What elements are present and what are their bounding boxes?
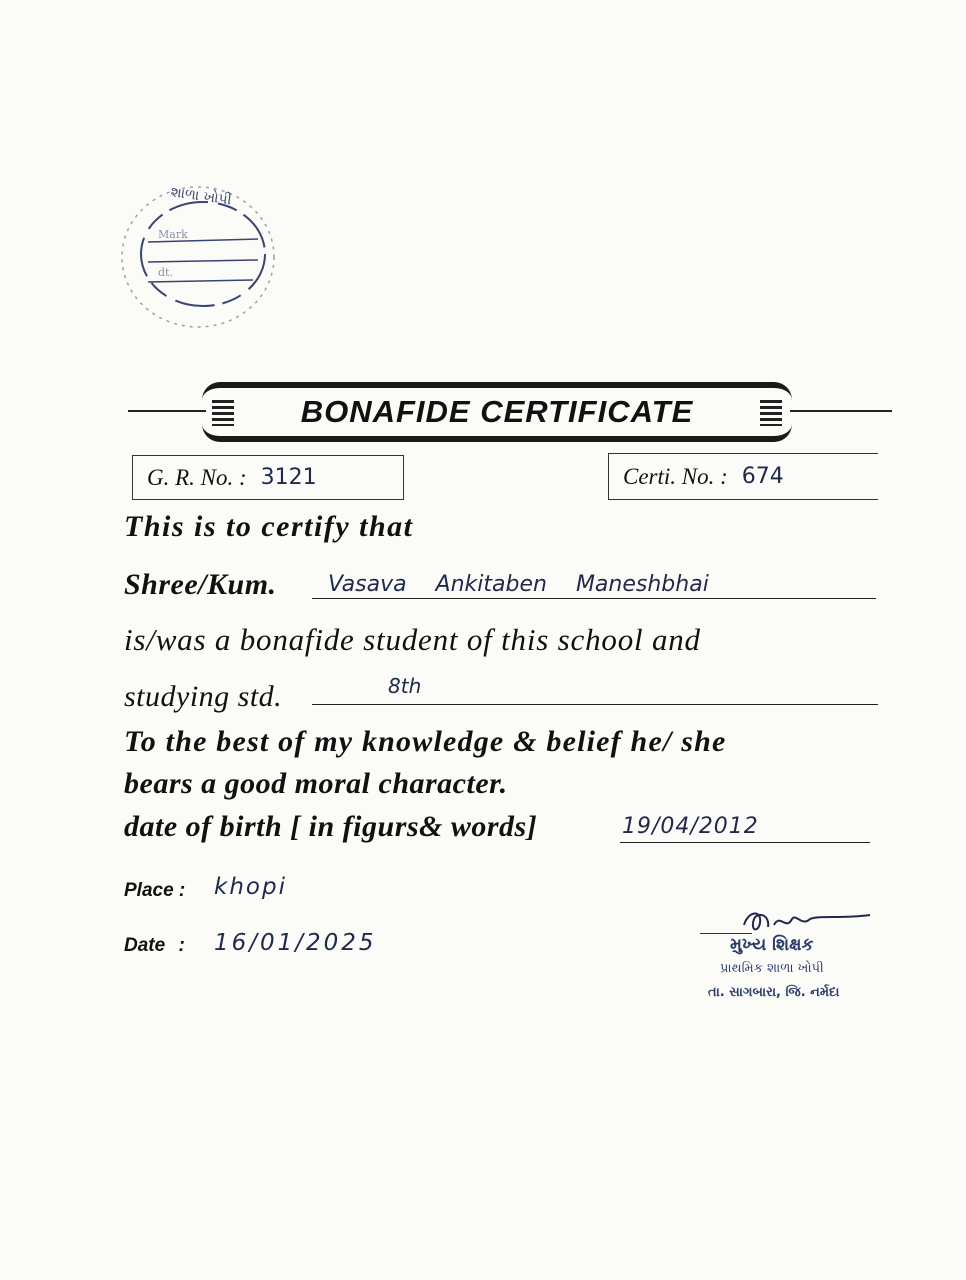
place-label: Place :: [124, 880, 186, 901]
stamp-address: તા. સાગબારા, જિ. નર્મદા: [708, 985, 840, 1000]
seal-inner-bottom: dt.: [158, 266, 173, 279]
knowledge-line: To the best of my knowledge & belief he/ she: [124, 725, 727, 758]
certi-number-value: 674: [741, 464, 784, 489]
std-label: studying std.: [124, 680, 283, 713]
banner-lines-left: [212, 400, 234, 426]
name-label: Shree/Kum.: [124, 568, 277, 601]
certify-line: This is to certify that: [124, 510, 414, 543]
gr-number-label: G. R. No. :: [147, 464, 247, 490]
banner-lines-right: [760, 400, 782, 426]
dob-label: date of birth [ in figurs& words]: [124, 810, 538, 843]
certi-number-box: [608, 453, 878, 500]
place-value: khopi: [214, 874, 287, 900]
std-fill-line: [312, 704, 878, 705]
date-value: 16/01/2025: [214, 930, 377, 956]
title-rule-right: [790, 410, 892, 412]
bonafide-line: is/was a bonafide student of this school and: [124, 622, 701, 657]
date-label: Date :: [124, 935, 185, 956]
dob-value: 19/04/2012: [622, 814, 759, 839]
name-fill-line: [312, 598, 876, 599]
std-value: 8th: [388, 674, 422, 698]
student-name: Vasava Ankitaben Maneshbhai: [328, 572, 709, 597]
title-banner: [202, 382, 792, 442]
signature-stamp-block: [690, 905, 910, 1015]
title-rule-left: [128, 410, 206, 412]
gr-number-value: 3121: [260, 465, 317, 490]
stamp-school: પ્રાથમિક શાળા ખોપી: [720, 961, 824, 976]
certificate-title: BONAFIDE CERTIFICATE: [300, 394, 694, 429]
dob-fill-line: [620, 842, 870, 843]
character-line: bears a good moral character.: [124, 767, 508, 800]
gr-number-box: [132, 455, 404, 500]
seal-ring-text: શાળા ખોપી: [169, 184, 233, 209]
signature-rule: [700, 933, 752, 934]
stamp-title: મુખ્ય શિક્ષક: [730, 935, 814, 955]
school-seal: [118, 182, 280, 332]
certi-number-label: Certi. No. :: [623, 463, 728, 489]
seal-inner-top: Mark: [158, 228, 188, 241]
